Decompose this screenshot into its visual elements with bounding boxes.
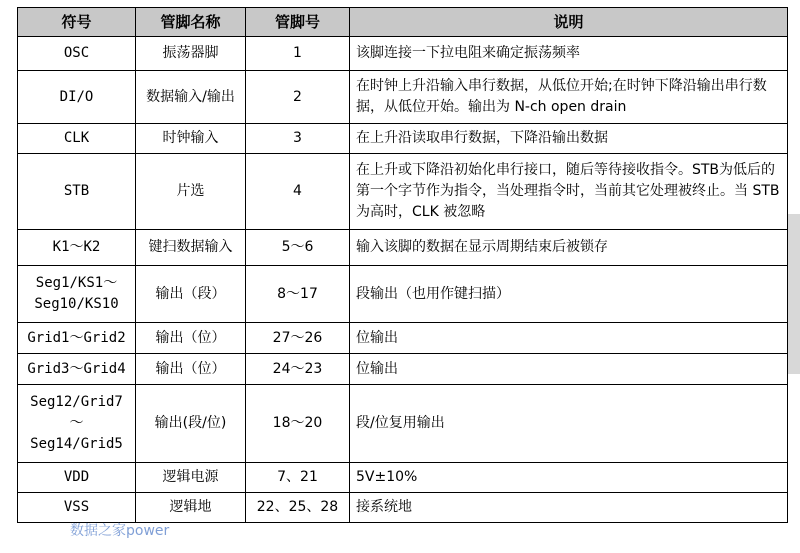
page-edge-shadow bbox=[788, 214, 800, 374]
header-pin-number: 管脚号 bbox=[246, 8, 350, 37]
table-row bbox=[18, 71, 788, 124]
symbol-cell: OSC bbox=[18, 37, 136, 71]
symbol-cell: Grid1～Grid2 bbox=[18, 323, 136, 354]
symbol-cell: Seg1/KS1～Seg10/KS10 bbox=[18, 266, 136, 323]
description-cell: 在上升或下降沿初始化串行接口，随后等待接收指令。STB为低后的第一个字节作为指令，当处理指令时，当前其它处理被终止。当 STB 为高时，CLK 被忽略 bbox=[350, 154, 788, 230]
symbol-cell: VDD bbox=[18, 463, 136, 493]
pin-number-cell: 1 bbox=[246, 37, 350, 71]
symbol-cell: Grid3～Grid4 bbox=[18, 354, 136, 385]
pin-number-cell: 8～17 bbox=[246, 266, 350, 323]
pin-name-cell: 输出（位） bbox=[136, 323, 246, 354]
description-cell: 接系统地 bbox=[350, 493, 788, 523]
watermark-text: 数据之家power bbox=[70, 523, 170, 539]
table-row bbox=[18, 154, 788, 230]
table-header-row bbox=[18, 8, 788, 37]
symbol-cell: CLK bbox=[18, 124, 136, 154]
pin-number-cell: 24～23 bbox=[246, 354, 350, 385]
header-description: 说明 bbox=[350, 8, 788, 37]
table-row bbox=[18, 323, 788, 354]
header-symbol: 符号 bbox=[18, 8, 136, 37]
pin-name-cell: 片选 bbox=[136, 154, 246, 230]
symbol-cell: VSS bbox=[18, 493, 136, 523]
symbol-cell: K1～K2 bbox=[18, 230, 136, 266]
description-cell: 在上升沿读取串行数据，下降沿输出数据 bbox=[350, 124, 788, 154]
table-row bbox=[18, 354, 788, 385]
pin-number-cell: 7、21 bbox=[246, 463, 350, 493]
symbol-cell: DI/O bbox=[18, 71, 136, 124]
description-cell: 该脚连接一下拉电阻来确定振荡频率 bbox=[350, 37, 788, 71]
pin-number-cell: 5～6 bbox=[246, 230, 350, 266]
symbol-cell: Seg12/Grid7～Seg14/Grid5 bbox=[18, 385, 136, 463]
pin-number-cell: 18～20 bbox=[246, 385, 350, 463]
pin-name-cell: 振荡器脚 bbox=[136, 37, 246, 71]
symbol-cell: STB bbox=[18, 154, 136, 230]
table-row bbox=[18, 266, 788, 323]
pin-name-cell: 数据输入/输出 bbox=[136, 71, 246, 124]
table-row bbox=[18, 493, 788, 523]
pin-name-cell: 时钟输入 bbox=[136, 124, 246, 154]
description-cell: 5V±10% bbox=[350, 463, 788, 493]
header-pin-name: 管脚名称 bbox=[136, 8, 246, 37]
pin-name-cell: 逻辑电源 bbox=[136, 463, 246, 493]
description-cell: 在时钟上升沿输入串行数据，从低位开始;在时钟下降沿输出串行数据，从低位开始。输出为 N-ch open drain bbox=[350, 71, 788, 124]
description-cell: 输入该脚的数据在显示周期结束后被锁存 bbox=[350, 230, 788, 266]
table-row bbox=[18, 385, 788, 463]
pin-name-cell: 输出(段/位) bbox=[136, 385, 246, 463]
pin-number-cell: 27～26 bbox=[246, 323, 350, 354]
description-cell: 段/位复用输出 bbox=[350, 385, 788, 463]
pin-name-cell: 输出（段） bbox=[136, 266, 246, 323]
pin-number-cell: 3 bbox=[246, 124, 350, 154]
table-row bbox=[18, 463, 788, 493]
table-row bbox=[18, 124, 788, 154]
table-row bbox=[18, 230, 788, 266]
pin-name-cell: 输出（位） bbox=[136, 354, 246, 385]
description-cell: 位输出 bbox=[350, 354, 788, 385]
pin-number-cell: 4 bbox=[246, 154, 350, 230]
pin-number-cell: 2 bbox=[246, 71, 350, 124]
pin-description-table bbox=[17, 7, 788, 523]
description-cell: 段输出（也用作键扫描） bbox=[350, 266, 788, 323]
pin-number-cell: 22、25、28 bbox=[246, 493, 350, 523]
table-row bbox=[18, 37, 788, 71]
pin-name-cell: 逻辑地 bbox=[136, 493, 246, 523]
pin-name-cell: 键扫数据输入 bbox=[136, 230, 246, 266]
description-cell: 位输出 bbox=[350, 323, 788, 354]
